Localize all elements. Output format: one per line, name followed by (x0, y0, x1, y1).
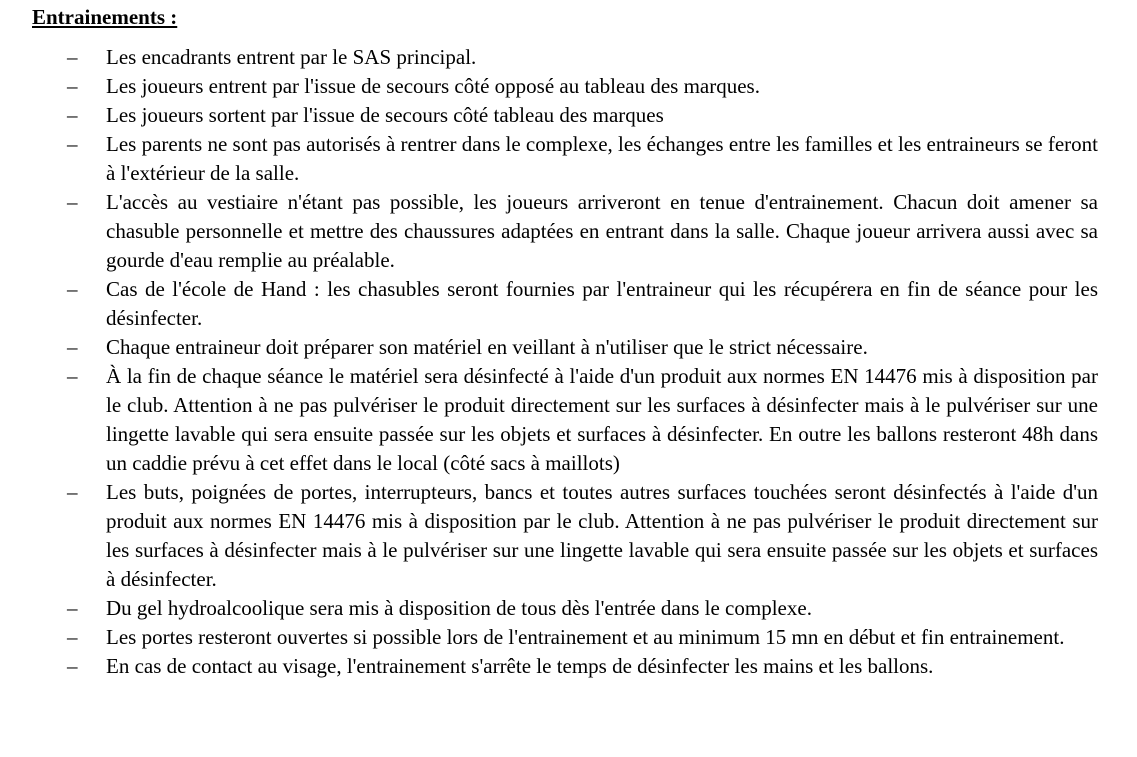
list-item-text: Les joueurs sortent par l'issue de secours côté tableau des marques (106, 103, 664, 127)
list-item-text: À la fin de chaque séance le matériel sera désinfecté à l'aide d'un produit aux normes EN 14476 mis à disposition par le club. Attention à ne pas pulvériser le produit directement sur les surfaces à désinfecter mais à le pulvériser sur une lingette lavable qui sera ensuite passée sur les objets et surfaces à désinfecter. En outre les ballons resteront 48h dans un caddie prévu à cet effet dans le local (côté sacs à maillots) (106, 364, 1098, 475)
bullet-dash: – (67, 335, 78, 359)
list-item-text: Les buts, poignées de portes, interrupteurs, bancs et toutes autres surfaces touchées seront désinfectés à l'aide d'un produit aux normes EN 14476 mis à disposition par le club. Attention à ne pas pulvériser le produit directement sur les surfaces à désinfecter mais à le pulvériser sur une lingette lavable qui sera ensuite passée sur les objets et surfaces à désinfecter. (106, 480, 1098, 591)
bullet-dash: – (67, 596, 78, 620)
list-item (0, 188, 1137, 275)
bullet-dash: – (67, 625, 78, 649)
list-item-text: Du gel hydroalcoolique sera mis à disposition de tous dès l'entrée dans le complexe. (106, 596, 812, 620)
list-item (0, 333, 1137, 362)
list-item (0, 130, 1137, 188)
bullet-dash: – (67, 132, 78, 156)
list-item (0, 362, 1137, 478)
list-item-text: Les encadrants entrent par le SAS principal. (106, 45, 477, 69)
list-item (0, 43, 1137, 72)
list-item (0, 623, 1137, 652)
list-item (0, 275, 1137, 333)
bullet-dash: – (67, 103, 78, 127)
rules-list (0, 43, 1137, 681)
bullet-dash: – (67, 364, 78, 388)
list-item (0, 72, 1137, 101)
bullet-dash: – (67, 190, 78, 214)
list-item (0, 101, 1137, 130)
list-item-text: Chaque entraineur doit préparer son matériel en veillant à n'utiliser que le strict nécessaire. (106, 335, 868, 359)
list-item-text: Les joueurs entrent par l'issue de secours côté opposé au tableau des marques. (106, 74, 760, 98)
bullet-dash: – (67, 480, 78, 504)
list-item-text: En cas de contact au visage, l'entrainement s'arrête le temps de désinfecter les mains et les ballons. (106, 654, 934, 678)
list-item (0, 652, 1137, 681)
list-item-text: Les portes resteront ouvertes si possible lors de l'entrainement et au minimum 15 mn en début et fin entrainement. (106, 625, 1065, 649)
section-heading: Entrainements : (32, 5, 178, 29)
list-item-text: L'accès au vestiaire n'étant pas possible, les joueurs arriveront en tenue d'entrainement. Chacun doit amener sa chasuble personnelle et mettre des chaussures adaptées en entrant dans la salle. Chaque joueur arrivera aussi avec sa gourde d'eau remplie au préalable. (106, 190, 1098, 272)
list-item-text: Cas de l'école de Hand : les chasubles seront fournies par l'entraineur qui les récupérera en fin de séance pour les désinfecter. (106, 277, 1098, 330)
bullet-dash: – (67, 654, 78, 678)
bullet-dash: – (67, 277, 78, 301)
list-item-text: Les parents ne sont pas autorisés à rentrer dans le complexe, les échanges entre les familles et les entraineurs se feront à l'extérieur de la salle. (106, 132, 1098, 185)
list-item (0, 478, 1137, 594)
bullet-dash: – (67, 74, 78, 98)
list-item (0, 594, 1137, 623)
bullet-dash: – (67, 45, 78, 69)
